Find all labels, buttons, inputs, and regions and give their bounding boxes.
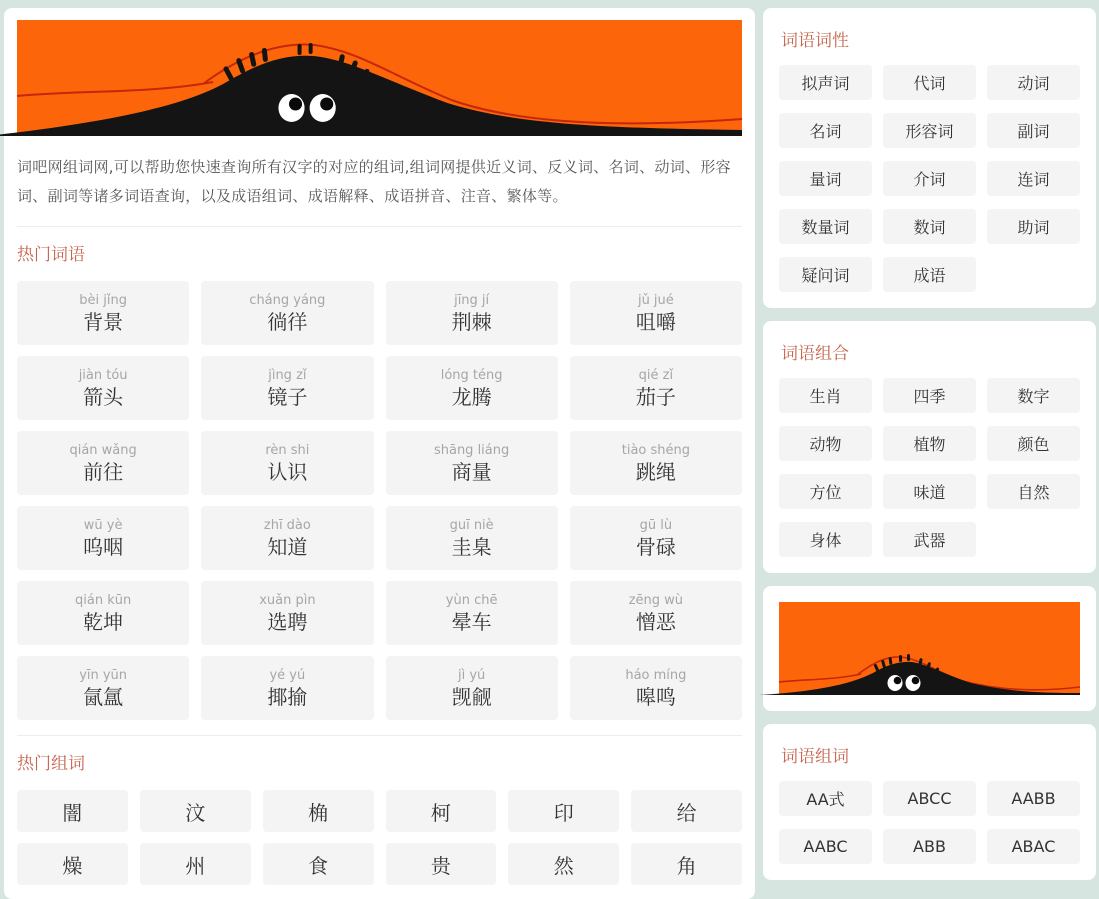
word-card[interactable]: [386, 656, 558, 720]
word-text: 呜咽: [83, 534, 124, 559]
pattern-category-button[interactable]: ABAC: [987, 829, 1080, 864]
word-pinyin: lóng téng: [440, 367, 503, 383]
panel-word-combo: [763, 321, 1096, 573]
char-card[interactable]: 汶: [140, 790, 251, 832]
word-pinyin: gū lù: [639, 517, 673, 533]
word-text: 选聘: [267, 609, 308, 634]
char-card[interactable]: 角: [631, 843, 742, 885]
panel-side-banner: [763, 586, 1096, 711]
word-pinyin: yīn yūn: [79, 667, 128, 683]
word-text: 荆棘: [451, 309, 492, 334]
pos-category-button[interactable]: 动词: [987, 65, 1080, 100]
word-text: 嗥鸣: [635, 684, 676, 709]
combo-category-button[interactable]: 自然: [987, 474, 1080, 509]
char-card[interactable]: 贵: [386, 843, 497, 885]
panel-word-combo-title: 词语组合: [781, 344, 849, 364]
word-pinyin: qié zǐ: [638, 367, 674, 383]
word-card[interactable]: [17, 281, 189, 345]
char-card[interactable]: 柯: [386, 790, 497, 832]
word-pinyin: yé yú: [269, 667, 306, 683]
word-pinyin: rèn shi: [265, 442, 310, 458]
pattern-category-button[interactable]: AABB: [987, 781, 1080, 816]
word-text: 圭臬: [451, 534, 492, 559]
word-pinyin: guī niè: [449, 517, 494, 533]
word-pinyin: wū yè: [83, 517, 123, 533]
word-card[interactable]: [570, 281, 742, 345]
word-text: 茄子: [635, 384, 676, 409]
char-card[interactable]: 然: [508, 843, 619, 885]
main-content-card: [4, 8, 755, 899]
word-pinyin: jīng jí: [454, 292, 490, 308]
hot-chars-title: 热门组词: [17, 754, 85, 774]
word-pinyin: zēng wù: [628, 592, 684, 608]
word-card[interactable]: [386, 581, 558, 645]
word-text: 跳绳: [635, 459, 676, 484]
word-pinyin: jǔ jué: [637, 292, 674, 308]
word-card[interactable]: [201, 581, 373, 645]
word-card[interactable]: [201, 431, 373, 495]
word-text: 箭头: [83, 384, 124, 409]
char-card[interactable]: 燥: [17, 843, 128, 885]
word-card[interactable]: [17, 356, 189, 420]
word-card[interactable]: [386, 506, 558, 570]
combo-category-button[interactable]: 武器: [883, 522, 976, 557]
word-pinyin: zhī dào: [263, 517, 311, 533]
word-pinyin: tiào shéng: [621, 442, 690, 458]
word-card[interactable]: [570, 656, 742, 720]
combo-category-button[interactable]: 数字: [987, 378, 1080, 413]
pos-category-button[interactable]: 形容词: [883, 113, 976, 148]
word-card[interactable]: [570, 581, 742, 645]
char-card[interactable]: 印: [508, 790, 619, 832]
word-card[interactable]: [386, 281, 558, 345]
word-pinyin: qián wǎng: [69, 442, 137, 458]
word-text: 镜子: [267, 384, 308, 409]
combo-category-button[interactable]: 味道: [883, 474, 976, 509]
word-card[interactable]: [17, 581, 189, 645]
sidebar-banner-image: [779, 602, 1080, 695]
word-pinyin: shāng liáng: [433, 442, 510, 458]
word-pinyin: bèi jǐng: [79, 292, 127, 308]
word-text: 背景: [83, 309, 124, 334]
word-text: 咀嚼: [635, 309, 676, 334]
word-card[interactable]: [201, 656, 373, 720]
word-pinyin: jì yú: [457, 667, 486, 683]
combo-category-button[interactable]: 方位: [779, 474, 872, 509]
combo-category-button[interactable]: 四季: [883, 378, 976, 413]
word-pinyin: cháng yáng: [249, 292, 326, 308]
word-card[interactable]: [201, 506, 373, 570]
pattern-category-button[interactable]: AABC: [779, 829, 872, 864]
hot-chars-grid: [17, 790, 742, 885]
pos-category-button[interactable]: 介词: [883, 161, 976, 196]
word-card[interactable]: [17, 656, 189, 720]
word-card[interactable]: [570, 506, 742, 570]
site-description: 词吧网组词网,可以帮助您快速查询所有汉字的对应的组词,组词网提供近义词、反义词、名词、动词、形容词、副词等诸多词语查询，以及成语组词、成语解释、成语拼音、注音、繁体等。: [17, 158, 731, 205]
word-text: 商量: [451, 459, 492, 484]
pos-category-button[interactable]: 连词: [987, 161, 1080, 196]
pattern-category-button[interactable]: ABCC: [883, 781, 976, 816]
pattern-category-button[interactable]: ABB: [883, 829, 976, 864]
divider: [17, 226, 742, 227]
divider: [17, 735, 742, 736]
word-text: 晕车: [451, 609, 492, 634]
word-text: 知道: [267, 534, 308, 559]
pos-category-button[interactable]: 代词: [883, 65, 976, 100]
pos-category-button[interactable]: 助词: [987, 209, 1080, 244]
pos-category-button[interactable]: 成语: [883, 257, 976, 292]
word-text: 骨碌: [635, 534, 676, 559]
word-card[interactable]: [570, 431, 742, 495]
char-card[interactable]: 桷: [263, 790, 374, 832]
word-card[interactable]: [17, 431, 189, 495]
word-text: 觊觎: [451, 684, 492, 709]
hot-words-title: 热门词语: [17, 245, 85, 265]
pos-category-button[interactable]: 数词: [883, 209, 976, 244]
combo-category-button[interactable]: 颜色: [987, 426, 1080, 461]
char-card[interactable]: 食: [263, 843, 374, 885]
pattern-category-button[interactable]: AA式: [779, 781, 872, 816]
word-pinyin: yùn chē: [445, 592, 498, 608]
word-pinyin: jiàn tóu: [78, 367, 128, 383]
pos-category-button[interactable]: 量词: [779, 161, 872, 196]
pos-category-button[interactable]: 数量词: [779, 209, 872, 244]
word-text: 认识: [267, 459, 308, 484]
word-pinyin: háo míng: [625, 667, 687, 683]
word-text: 徜徉: [267, 309, 308, 334]
word-pinyin: xuǎn pìn: [259, 592, 316, 608]
panel-word-pattern-buttons: [779, 781, 1080, 864]
word-card[interactable]: [570, 356, 742, 420]
word-text: 揶揄: [267, 684, 308, 709]
word-pinyin: jìng zǐ: [268, 367, 307, 383]
word-card[interactable]: [386, 431, 558, 495]
pos-category-button[interactable]: 疑问词: [779, 257, 872, 292]
combo-category-button[interactable]: 动物: [779, 426, 872, 461]
combo-category-button[interactable]: 植物: [883, 426, 976, 461]
panel-word-pos: [763, 8, 1096, 308]
combo-category-button[interactable]: 生肖: [779, 378, 872, 413]
char-card[interactable]: 给: [631, 790, 742, 832]
word-card[interactable]: [201, 356, 373, 420]
sidebar: [763, 8, 1096, 880]
word-text: 前往: [83, 459, 124, 484]
word-card[interactable]: [17, 506, 189, 570]
panel-word-pos-title: 词语词性: [781, 31, 849, 51]
char-card[interactable]: 州: [140, 843, 251, 885]
word-pinyin: qián kūn: [75, 592, 132, 608]
hot-words-grid: [17, 281, 742, 720]
word-text: 憎恶: [635, 609, 676, 634]
combo-category-button[interactable]: 身体: [779, 522, 872, 557]
panel-word-combo-buttons: [779, 378, 1080, 557]
pos-category-button[interactable]: 副词: [987, 113, 1080, 148]
pos-category-button[interactable]: 拟声词: [779, 65, 872, 100]
word-text: 氤氲: [83, 684, 124, 709]
pos-category-button[interactable]: 名词: [779, 113, 872, 148]
panel-word-pattern-title: 词语组词: [781, 747, 849, 767]
panel-word-pos-buttons: [779, 65, 1080, 292]
word-text: 乾坤: [83, 609, 124, 634]
char-card[interactable]: 闇: [17, 790, 128, 832]
word-card[interactable]: [201, 281, 373, 345]
word-card[interactable]: [386, 356, 558, 420]
panel-word-pattern: [763, 724, 1096, 880]
word-text: 龙腾: [451, 384, 492, 409]
site-banner-image: [17, 20, 742, 136]
